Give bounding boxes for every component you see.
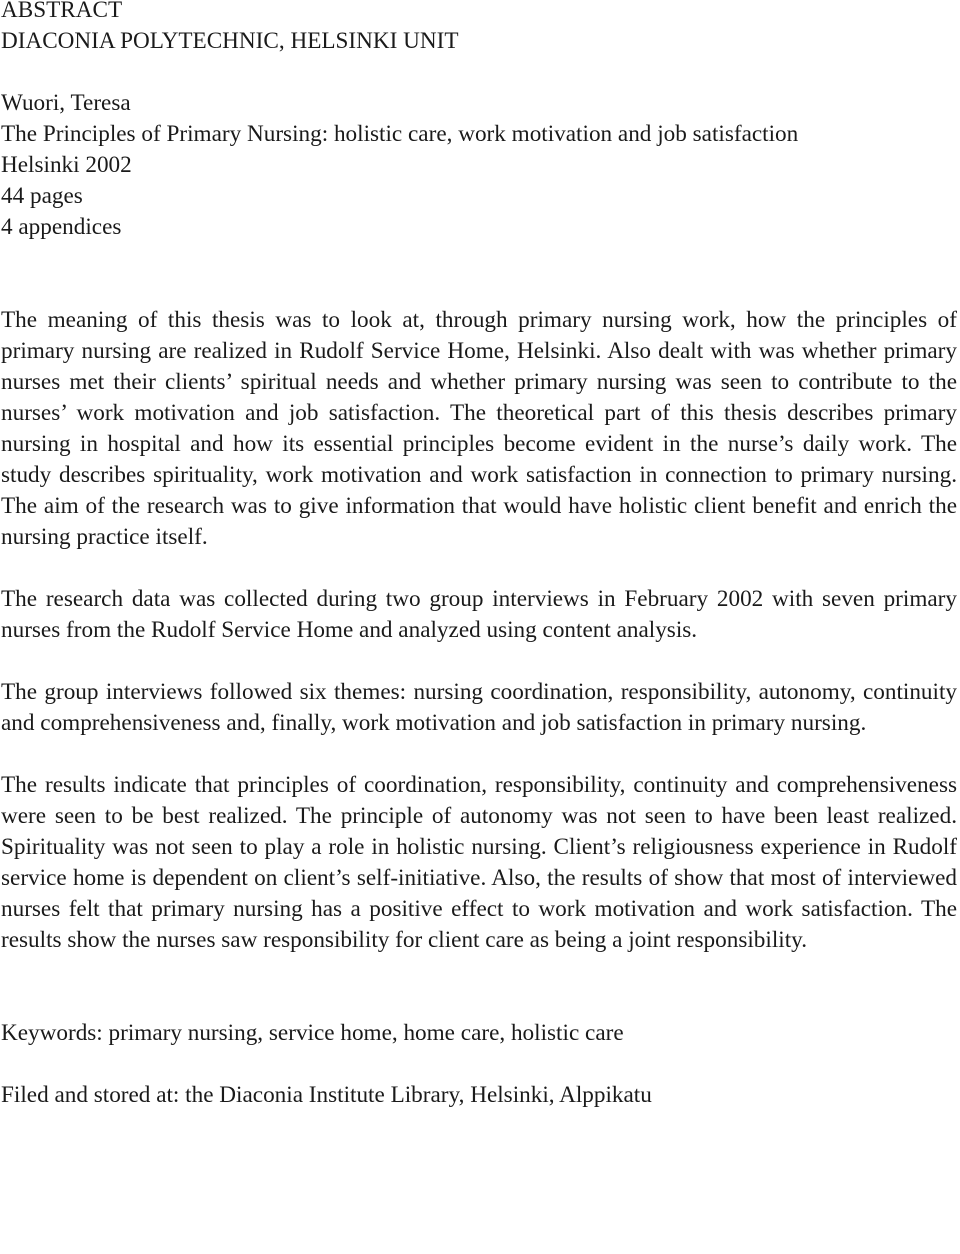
spacer <box>1 243 957 305</box>
abstract-paragraph-3: The group interviews followed six themes: nursing coordination, responsibility, autonomy, continuity and comprehensiveness and, finally, work motivation and job satisfaction in primary nursing. <box>1 679 957 736</box>
abstract-paragraph-1: The meaning of this thesis was to look at, through primary nursing work, how the principles of primary nursing are realized in Rudolf Service Home, Helsinki. Also dealt with was whether primary nurses met their clients’ spiritual needs and whether primary nursing was seen to contribute to the nurses’ work motivation and job satisfaction. The theoretical part of this thesis describes primary nursing in hospital and how its essential principles become evident in the nurse’s daily work. The study describes spirituality, work motivation and work satisfaction in connection to primary nursing. The aim of the research was to give information that would have holistic client benefit and enrich the nursing practice itself. <box>1 307 957 550</box>
abstract-paragraph-2: The research data was collected during two group interviews in February 2002 with seven primary nurses from the Rudolf Service Home and analyzed using content analysis. <box>1 586 957 643</box>
author-name: Wuori, Teresa <box>1 90 131 116</box>
document-header <box>1 0 957 57</box>
thesis-title: The Principles of Primary Nursing: holistic care, work motivation and job satisfaction <box>1 121 799 147</box>
keywords-text: Keywords: primary nursing, service home, home care, holistic care <box>1 1020 624 1046</box>
institution-name: DIACONIA POLYTECHNIC, HELSINKI UNIT <box>1 28 459 54</box>
abstract-page <box>1 0 957 1111</box>
keywords-line <box>1 1018 957 1049</box>
spacer <box>1 57 957 88</box>
page-count: 44 pages <box>1 183 83 209</box>
thesis-metadata <box>1 88 957 243</box>
abstract-paragraph-4: The results indicate that principles of coordination, responsibility, continuity and comprehensiveness were seen to be best realized. The principle of autonomy was not seen to have been least realized. Spirituality was not seen to play a role in holistic nursing. Client’s religiousness experience in Rudolf service home is dependent on client’s self-initiative. Also, the results of show that most of interviewed nurses felt that primary nursing has a positive effect to work motivation and work satisfaction. The results show the nurses saw responsibility for client care as being a joint responsibility. <box>1 772 957 953</box>
place-year: Helsinki 2002 <box>1 152 132 178</box>
appendix-count: 4 appendices <box>1 214 122 240</box>
abstract-body <box>1 305 957 956</box>
abstract-heading: ABSTRACT <box>1 0 123 23</box>
filing-line <box>1 1080 957 1111</box>
filing-text: Filed and stored at: the Diaconia Institute Library, Helsinki, Alppikatu <box>1 1082 652 1108</box>
